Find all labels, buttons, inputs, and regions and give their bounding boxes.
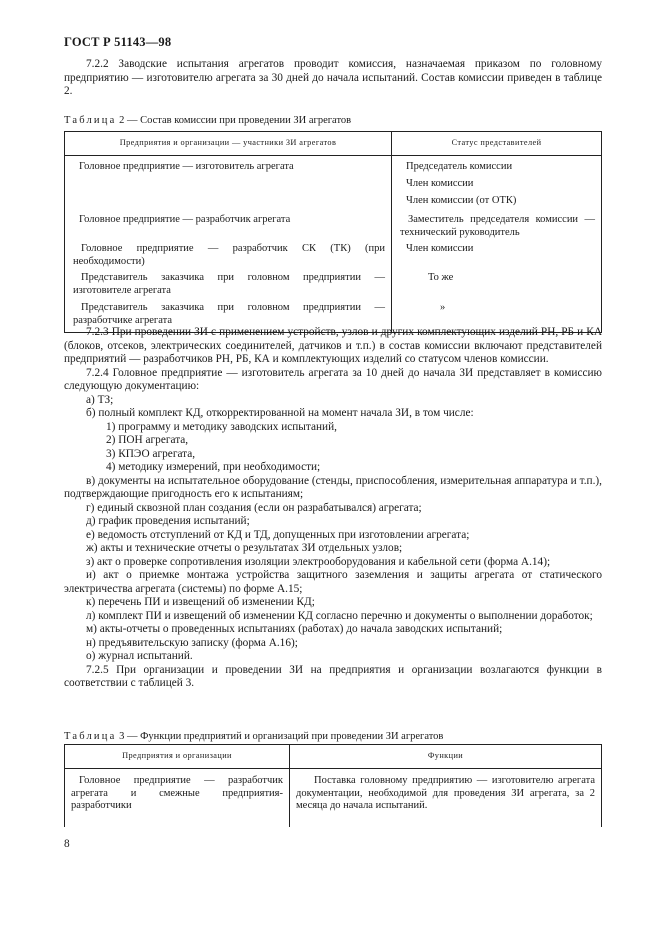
- list-item: е) ведомость отступлений от КД и ТД, допущенных при изготовлении агрегата;: [86, 528, 470, 541]
- list-item: г) единый сквозной план создания (если он разрабатывался) агрегата;: [86, 501, 422, 514]
- table-row: Головное предприятие — разработчик агрегата Заместитель председателя комиссии — технический руководитель: [65, 212, 602, 239]
- paragraph-7-2-2: 7.2.2 Заводские испытания агрегатов проводит комиссия, назначаемая приказом по головному предприятию — изготовителю агрегата за 30 дней до начала испытаний. Состав комиссии приведен в таблице 2.: [64, 58, 602, 97]
- table2-commission: [64, 131, 602, 333]
- table2-header-status: Статус представителей: [392, 132, 602, 156]
- paragraph-7-2-4: 7.2.4 Головное предприятие — изготовитель агрегата за 10 дней до начала ЗИ представляет в комиссию следующую документацию:: [64, 366, 602, 392]
- list-item: ж) акты и технические отчеты о результатах ЗИ отдельных узлов;: [86, 542, 403, 554]
- list-item: 3) КПЭО агрегата,: [106, 447, 196, 460]
- list-item: 2) ПОН агрегата,: [106, 434, 189, 446]
- list-item: 4) методику измерений, при необходимости;: [106, 461, 321, 473]
- table-row: Головное предприятие — разработчик агрегата и смежные предприятия-разработчики Поставка головному предприятию — изготовителю агрегата документации, необходимой для проведения ЗИ агрегата, за 2 месяца до начала испытаний.: [65, 769, 602, 827]
- paragraph-7-2-5: 7.2.5 При организации и проведении ЗИ на предприятия и организации возлагаются функции в соответствии с таблицей 3.: [64, 663, 602, 689]
- page-number: 8: [64, 838, 70, 850]
- table3-header-organizations: Предприятия и организации: [65, 745, 290, 769]
- paragraph-7-2-3: 7.2.3 При проведении ЗИ с применением устройств, узлов и других комплектующих изделий РН, РБ и КА (блоков, отсеков, электрических соединителей, датчиков и т.п.) в состав комиссии включают представителей предприятий — разработчиков РН, РБ, КА и комплектующих изделий со статусом членов комиссии.: [64, 326, 602, 365]
- list-item: б) полный комплект КД, откорректированной на момент начала ЗИ, в том числе:: [86, 407, 474, 419]
- list-item: з) акт о проверке сопротивления изоляции электрооборудования и кабельной сети (форма А.14);: [86, 555, 551, 568]
- table3-functions: [64, 744, 602, 827]
- list-item: в) документы на испытательное оборудование (стенды, приспособления, измерительная аппаратура и т.п.), подтверждающие пригодность его к испытаниям;: [64, 474, 602, 500]
- list-item: о) журнал испытаний.: [86, 650, 193, 662]
- list-item: и) акт о приемке монтажа устройства защитного заземления и защиты агрегата от статического электричества агрегата (системы) по форме А.15;: [64, 569, 602, 595]
- list-item: 1) программу и методику заводских испытаний,: [106, 420, 337, 433]
- list-item: м) акты-отчеты о проведенных испытаниях (работах) до начала заводских испытаний;: [86, 623, 503, 635]
- list-item: а) ТЗ;: [86, 393, 114, 406]
- table-row: Головное предприятие — разработчик СК (ТК) (при необходимости) Член комиссии: [65, 239, 602, 268]
- table-row: Представитель заказчика при головном предприятии — изготовителе агрегата То же: [65, 268, 602, 297]
- table-row: Головное предприятие — изготовитель агрегата Председатель комиссии Член комиссии Член комиссии (от ОТК): [65, 156, 602, 213]
- list-item: л) комплект ПИ и извещений об изменении КД согласно перечню и документы о выполнении доработок;: [86, 609, 593, 622]
- table2-caption: Таблица 2 — Состав комиссии при проведении ЗИ агрегатов: [64, 115, 352, 126]
- table3-header-functions: Функции: [290, 745, 602, 769]
- table2-header-organizations: Предприятия и организации — участники ЗИ агрегатов: [65, 132, 392, 156]
- list-item: н) предъявительскую записку (форма А.16);: [86, 636, 298, 649]
- standard-header: ГОСТ Р 51143—98: [64, 35, 172, 49]
- table-row: Представитель заказчика при головном предприятии — разработчике агрегата »: [65, 297, 602, 333]
- table3-caption: Таблица 3 — Функции предприятий и организаций при проведении ЗИ агрегатов: [64, 731, 444, 742]
- list-item: д) график проведения испытаний;: [86, 515, 250, 527]
- list-item: к) перечень ПИ и извещений об изменении КД;: [86, 596, 315, 608]
- paragraphs-7-2-3-to-7-2-5: [64, 326, 602, 691]
